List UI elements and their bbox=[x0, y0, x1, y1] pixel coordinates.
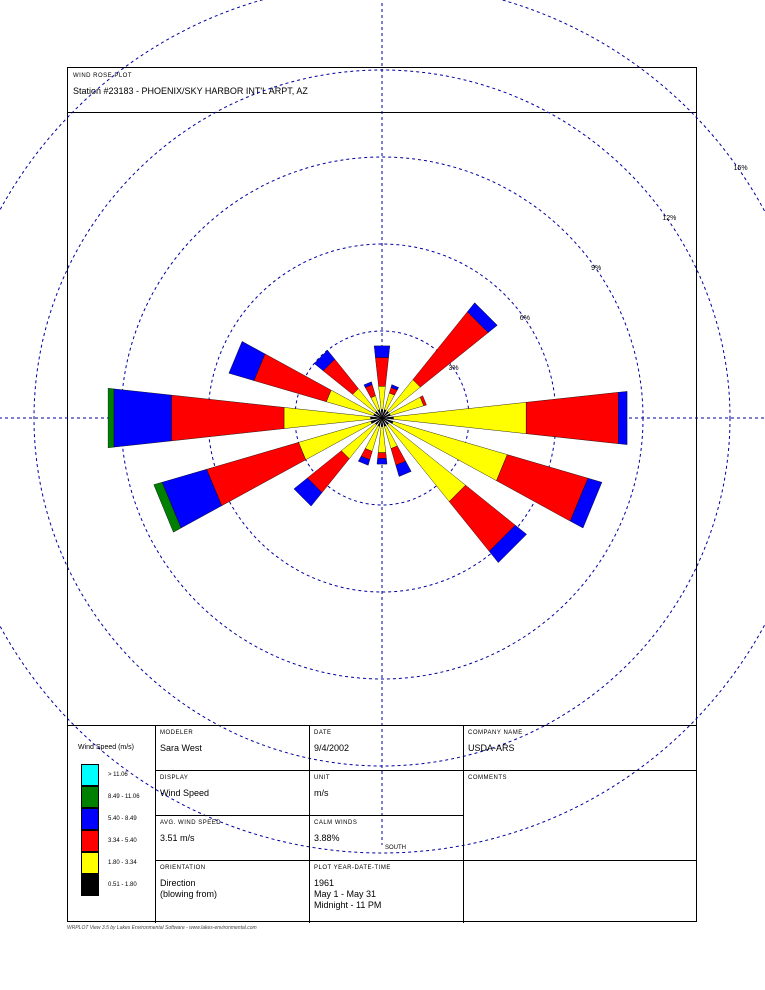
legend-swatch bbox=[81, 874, 99, 896]
modeler-label: MODELER bbox=[160, 730, 194, 736]
legend-swatch bbox=[81, 808, 99, 830]
ring-label: 9% bbox=[591, 265, 602, 273]
legend-label: 5.40 - 8.49 bbox=[108, 816, 137, 822]
legend-label: > 11.06 bbox=[108, 772, 128, 778]
plot-period-cell bbox=[310, 861, 464, 923]
avg-speed-cell bbox=[156, 816, 310, 861]
comments-label: COMMENTS bbox=[468, 775, 507, 781]
report-type-label: WIND ROSE PLOT bbox=[73, 73, 133, 79]
ring-label: 3% bbox=[448, 364, 459, 372]
legend-swatch bbox=[81, 764, 99, 786]
petal-180-bin1 bbox=[378, 427, 386, 453]
company-value: USDA-ARS bbox=[468, 743, 515, 753]
legend-swatch bbox=[81, 830, 99, 852]
avg-speed-value: 3.51 m/s bbox=[160, 833, 195, 843]
plot-period-value: 1961 May 1 - May 31 Midnight - 11 PM bbox=[314, 878, 382, 910]
petal-90-bin3 bbox=[618, 391, 627, 444]
ring-label: 6% bbox=[519, 314, 530, 322]
orientation-value: Direction (blowing from) bbox=[160, 878, 218, 899]
orientation-label: ORIENTATION bbox=[160, 865, 206, 871]
modeler-cell bbox=[156, 726, 310, 771]
info-panel bbox=[68, 725, 696, 923]
date-cell bbox=[310, 726, 464, 771]
legend bbox=[68, 726, 156, 923]
petal-0-bin2 bbox=[375, 358, 388, 387]
petal-0-bin3 bbox=[374, 346, 390, 358]
display-cell bbox=[156, 771, 310, 816]
software-credit: WRPLOT View 3.5 by Lakes Environmental Software - www.lakes-environmental.com bbox=[67, 925, 257, 931]
unit-label: UNIT bbox=[314, 775, 330, 781]
legend-label: 8.49 - 11.06 bbox=[108, 794, 140, 800]
legend-label: 0.51 - 1.80 bbox=[108, 882, 137, 888]
unit-cell bbox=[310, 771, 464, 816]
modeler-value: Sara West bbox=[160, 743, 202, 753]
petal-270-bin2 bbox=[172, 395, 285, 441]
petal-90-bin2 bbox=[526, 392, 618, 443]
petal-247.5-bin2 bbox=[207, 442, 306, 505]
legend-swatch bbox=[81, 852, 99, 874]
calm-winds-cell bbox=[310, 816, 464, 861]
avg-speed-label: AVG. WIND SPEED bbox=[160, 820, 222, 826]
legend-label: 3.34 - 5.40 bbox=[108, 838, 137, 844]
ring-label: 12% bbox=[662, 215, 677, 223]
date-label: DATE bbox=[314, 730, 332, 736]
unit-value: m/s bbox=[314, 788, 329, 798]
petal-45-bin2 bbox=[413, 312, 488, 387]
orientation-cell bbox=[156, 861, 310, 923]
petal-0-bin1 bbox=[379, 386, 386, 409]
legend-title: Wind Speed (m/s) bbox=[78, 744, 135, 751]
legend-label: 1.80 - 3.34 bbox=[108, 860, 137, 866]
display-label: DISPLAY bbox=[160, 775, 189, 781]
south-label: SOUTH bbox=[385, 845, 406, 851]
petal-270-bin3 bbox=[114, 389, 172, 447]
station-title: Station #23183 - PHOENIX/SKY HARBOR INT'L ARPT, AZ bbox=[73, 86, 308, 96]
ring-label: 15% bbox=[733, 165, 748, 173]
plot-period-label: PLOT YEAR-DATE-TIME bbox=[314, 865, 391, 871]
calm-winds-label: CALM WINDS bbox=[314, 820, 358, 826]
calm-winds-value: 3.88% bbox=[314, 833, 340, 843]
company-label: COMPANY NAME bbox=[468, 730, 523, 736]
date-value: 9/4/2002 bbox=[314, 743, 350, 753]
petal-180-bin3 bbox=[377, 458, 387, 464]
company-cell bbox=[464, 726, 696, 771]
petal-180-bin2 bbox=[378, 453, 387, 459]
wind-rose-report bbox=[67, 67, 748, 922]
display-value: Wind Speed bbox=[160, 788, 210, 798]
petal-270-bin4 bbox=[108, 388, 114, 448]
comments-cell bbox=[464, 771, 696, 861]
legend-swatch bbox=[81, 786, 99, 808]
